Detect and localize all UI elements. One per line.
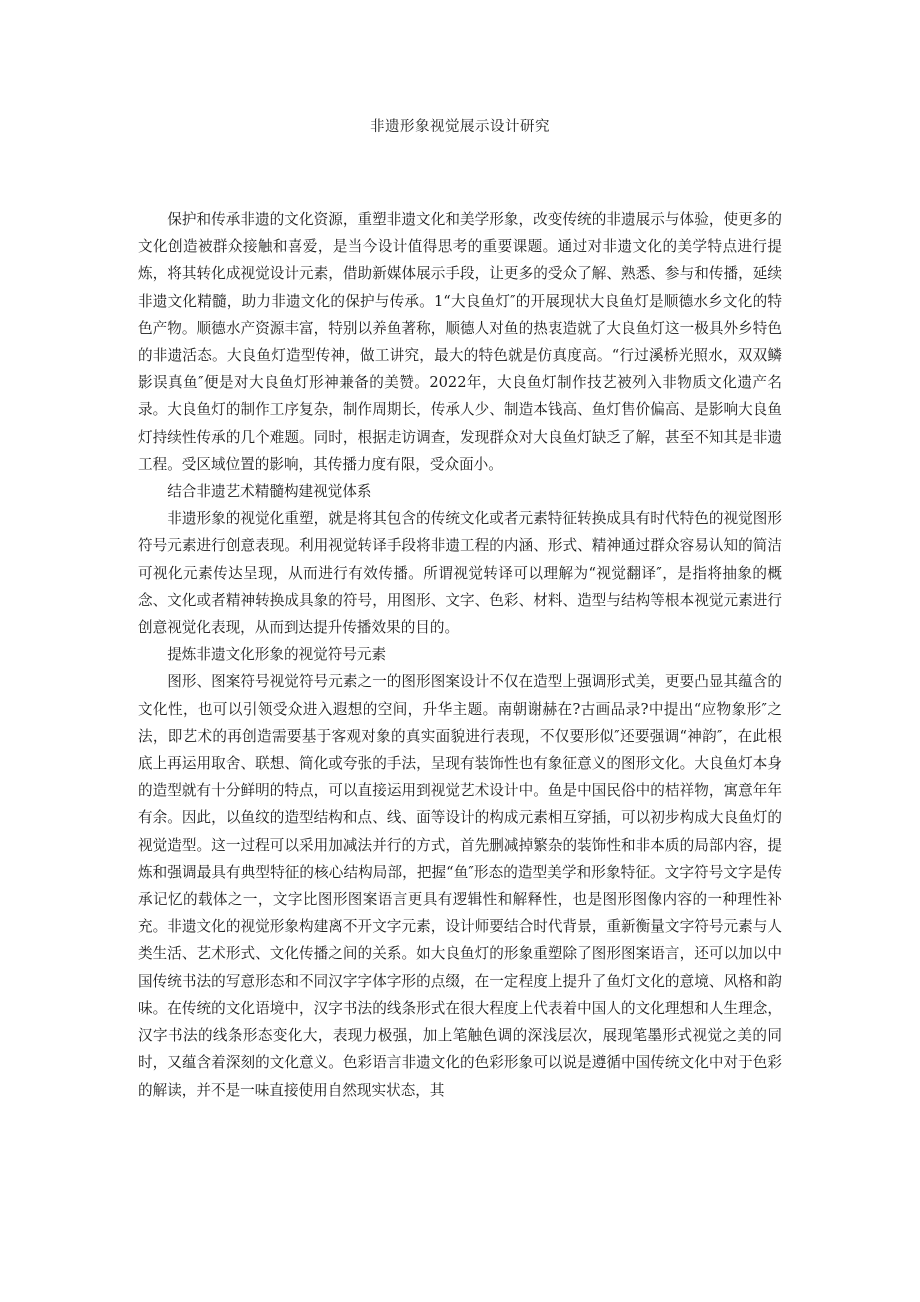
- section-heading-visual-system: 结合非遗艺术精髓构建视觉体系: [167, 483, 372, 501]
- document-body: [138, 206, 782, 1104]
- section-heading-visual-symbols: 提炼非遗文化形象的视觉符号元素: [167, 646, 387, 664]
- paragraph-graphic-symbols: 图形、图案符号视觉符号元素之一的图形图案设计不仅在造型上强调形式美，更要凸显其蕴含的文化性，也可以引领受众进入遐想的空间，升华主题。南朝谢赫在?古画品录?中提出“应物象形″之法，即艺术的再创造需要基于客观对象的真实面貌进行表现，不仅要形似″还要强调“神韵″，在此根底上再运用取舍、联想、简化或夸张的手法，呈现有装饰性也有象征意义的图形文化。大良鱼灯本身的造型就有十分鲜明的特点，可以直接运用到视觉艺术设计中。鱼是中国民俗中的桔祥物，寓意年年有余。因此，以鱼纹的造型结构和点、线、面等设计的构成元素相互穿插，可以初步构成大良鱼灯的视觉造型。这一过程可以采用加减法并行的方式，首先删减掉繁杂的装饰性和非本质的局部内容，提炼和强调最具有典型特征的核心结构局部，把握“鱼″形态的造型美学和形象特征。文字符号文字是传承记忆的载体之一，文字比图形图案语言更具有逻辑性和解释性，也是图形图像内容的一种理性补充。非遗文化的视觉形象构建离不开文字元素，设计师要结合时代背景，重新衡量文字符号元素与人类生活、艺术形式、文化传播之间的关系。如大良鱼灯的形象重塑除了图形图案语言，还可以加以中国传统书法的写意形态和不同汉字字体字形的点缀，在一定程度上提升了鱼灯文化的意境、风格和韵味。在传统的文化语境中，汉字书法的线条形式在很大程度上代表着中国人的文化理想和人生理念，汉字书法的线条形态变化大，表现力极强，加上笔触色调的深浅层次，展现笔墨形式视觉之美的同时，又蕴含着深刻的文化意义。色彩语言非遗文化的色彩形象可以说是遵循中国传统文化中对于色彩的解读，并不是一味直接使用自然现实状态，其: [138, 673, 782, 1099]
- paragraph-intro: 保护和传承非遗的文化资源，重塑非遗文化和美学形象，改变传统的非遗展示与体验，使更多的文化创造被群众接触和喜爱，是当今设计值得思考的重要课题。通过对非遗文化的美学特点进行提炼，将其转化成视觉设计元素，借助新媒体展示手段，让更多的受众了解、熟悉、参与和传播，延续非遗文化精髓，助力非遗文化的保护与传承。1“大良鱼灯″的开展现状大良鱼灯是顺德水乡文化的特色产物。顺德水产资源丰富，特别以养鱼著称，顺德人对鱼的热衷造就了大良鱼灯这一极具外乡特色的非遗活态。大良鱼灯造型传神，做工讲究，最大的特色就是仿真度高。“行过溪桥光照水，双双鳞影误真鱼″便是对大良鱼灯形神兼备的美赞。2022年，大良鱼灯制作技艺被列入非物质文化遗产名录。大良鱼灯的制作工序复杂，制作周期长，传承人少、制造本钱高、鱼灯售价偏高、是影响大良鱼灯持续性传承的几个难题。同时，根据走访调查，发现群众对大良鱼灯缺乏了解，甚至不知其是非遗工程。受区域位置的影响，其传播力度有限，受众面小。: [138, 211, 782, 473]
- document-title: 非遗形象视觉展示设计研究: [370, 119, 550, 135]
- paragraph-visual-reshaping: 非遗形象的视觉化重塑，就是将其包含的传统文化或者元素特征转换成具有时代特色的视觉图形符号元素进行创意表现。利用视觉转译手段将非遗工程的内涵、形式、精神通过群众容易认知的简洁可视化元素传达呈现，从而进行有效传播。所谓视觉转译可以理解为“视觉翻译″，是指将抽象的概念、文化或者精神转换成具象的符号，用图形、文字、色彩、材料、造型与结构等根本视觉元素进行创意视觉化表现，从而到达提升传播效果的目的。: [138, 510, 782, 637]
